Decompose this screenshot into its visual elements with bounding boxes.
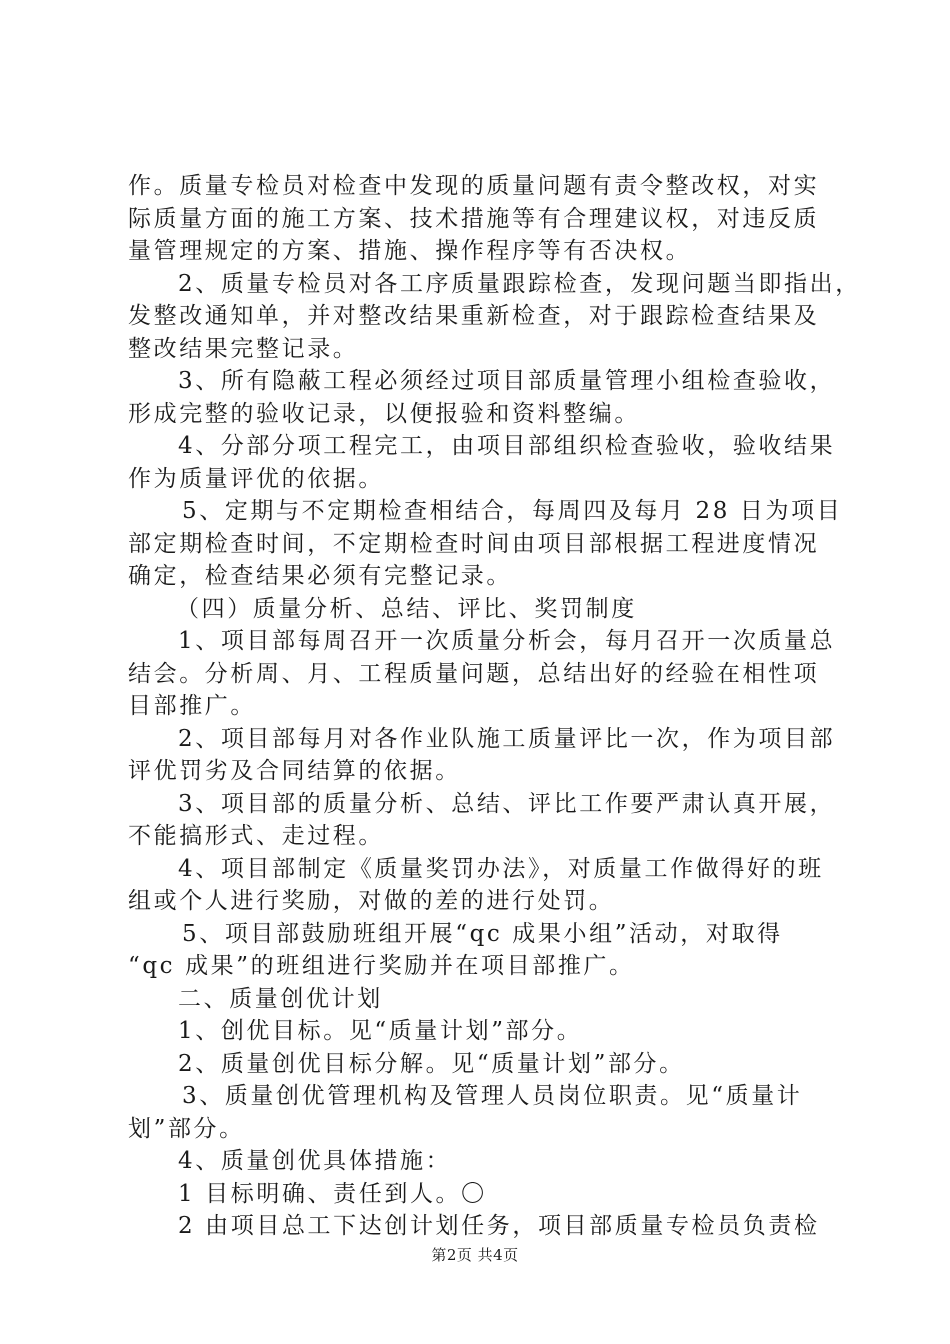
text-line: 形成完整的验收记录，以便报验和资料整编。 xyxy=(128,400,640,427)
text-line: 2 由项目总工下达创计划任务，项目部质量专检员负责检 xyxy=(178,1213,820,1239)
text-line: 发整改通知单，并对整改结果重新检查，对于跟踪检查结果及 xyxy=(128,303,820,329)
text-line: “qc 成果”的班组进行奖励并在项目部推广。 xyxy=(128,953,635,979)
text-line: 结会。分析周、月、工程质量问题，总结出好的经验在相性项 xyxy=(128,660,820,687)
text-line: 作为质量评优的依据。 xyxy=(128,465,384,492)
text-line: 2、质量创优目标分解。见“质量计划”部分。 xyxy=(178,1050,685,1077)
text-line: 际质量方面的施工方案、技术措施等有合理建议权，对违反质 xyxy=(128,205,820,232)
text-line: 2、质量专检员对各工序质量跟踪检查，发现问题当即指出， xyxy=(178,270,861,297)
text-line: 1、创优目标。见“质量计划”部分。 xyxy=(178,1018,583,1044)
text-line: 3、所有隐蔽工程必须经过项目部质量管理小组检查验收， xyxy=(178,368,836,394)
text-line: 量管理规定的方案、措施、操作程序等有否决权。 xyxy=(128,238,692,264)
text-line: 2、项目部每月对各作业队施工质量评比一次，作为项目部 xyxy=(178,725,836,752)
text-line: 4、分部分项工程完工，由项目部组织检查验收，验收结果 xyxy=(178,433,836,459)
text-line: 不能搞形式、走过程。 xyxy=(128,823,384,849)
text-line: 5、定期与不定期检查相结合，每周四及每月 28 日为项目 xyxy=(182,498,843,524)
text-line: 确定，检查结果必须有完整记录。 xyxy=(128,563,512,589)
text-line: 1 目标明确、责任到人。〇 xyxy=(178,1180,487,1207)
page-footer: 第2页 共4页 xyxy=(431,1246,519,1264)
section-heading: （四）质量分析、总结、评比、奖罚制度 xyxy=(176,595,637,622)
section-heading: 二、质量创优计划 xyxy=(178,985,383,1012)
text-line: 4、质量创优具体措施： xyxy=(178,1148,452,1174)
text-line: 划”部分。 xyxy=(128,1115,245,1142)
text-line: 整改结果完整记录。 xyxy=(128,335,359,362)
text-line: 部定期检查时间，不定期检查时间由项目部根据工程进度情况 xyxy=(128,530,820,557)
text-line: 4、项目部制定《质量奖罚办法》，对质量工作做得好的班 xyxy=(178,855,824,882)
text-line: 3、质量创优管理机构及管理人员岗位职责。见“质量计 xyxy=(182,1083,803,1109)
text-line: 目部推广。 xyxy=(128,693,256,719)
text-line: 作。质量专检员对检查中发现的质量问题有责令整改权，对实 xyxy=(128,173,820,199)
text-line: 1、项目部每周召开一次质量分析会，每月召开一次质量总 xyxy=(178,628,836,654)
text-line: 组或个人进行奖励，对做的差的进行处罚。 xyxy=(128,888,615,914)
text-line: 3、项目部的质量分析、总结、评比工作要严肃认真开展， xyxy=(178,790,836,817)
document-body xyxy=(128,170,861,1243)
text-line: 5、项目部鼓励班组开展“qc 成果小组”活动，对取得 xyxy=(182,920,783,947)
text-line: 评优罚劣及合同结算的依据。 xyxy=(128,758,461,784)
